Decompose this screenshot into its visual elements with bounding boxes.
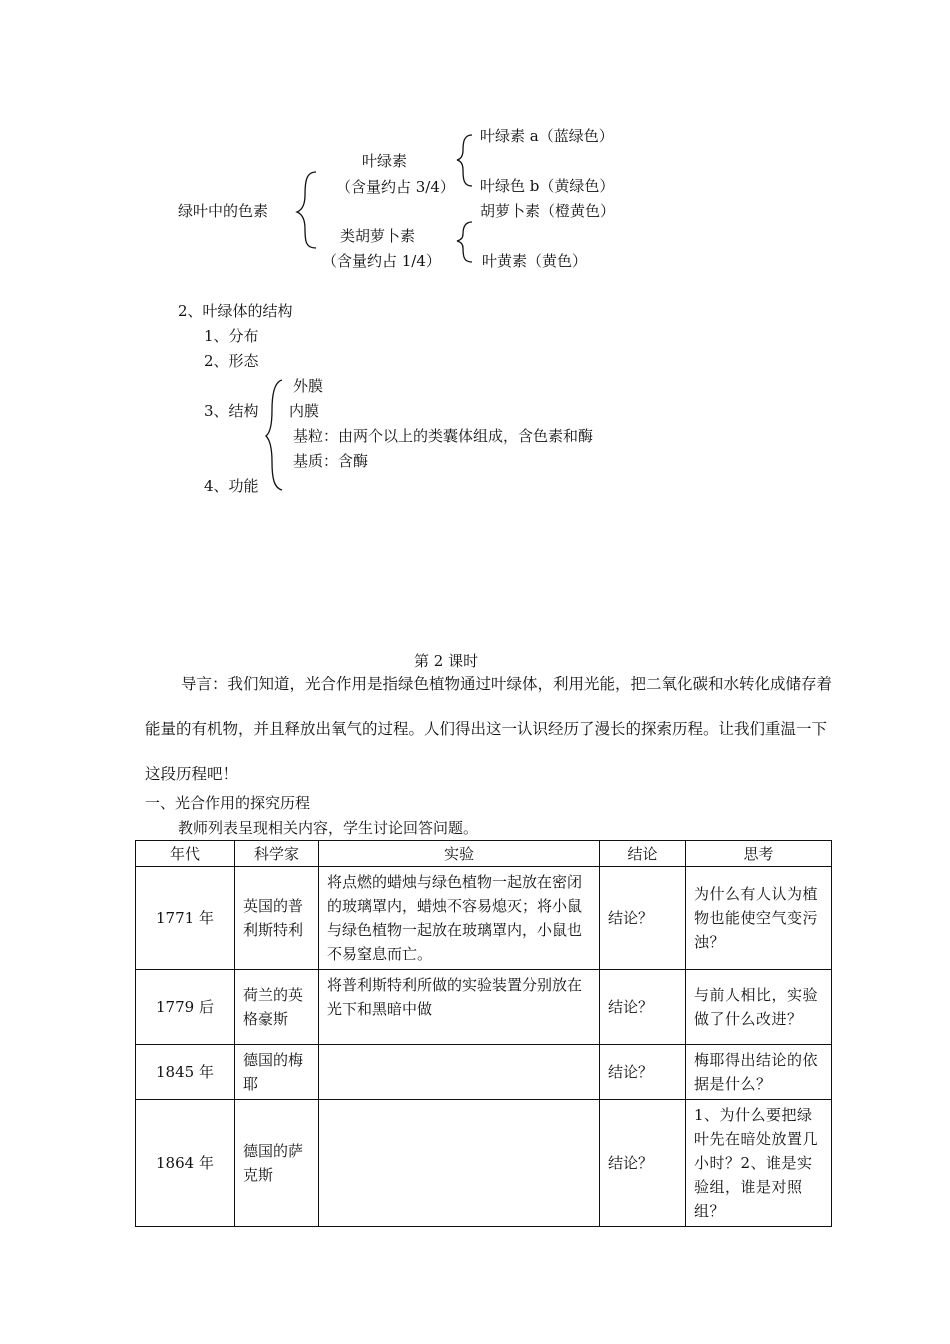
table-header-row (136, 841, 832, 867)
part-inner-membrane: 内膜 (289, 402, 320, 420)
year-cell: 1771 年 (136, 867, 235, 970)
scientist-cell: 德国的萨克斯 (235, 1100, 319, 1227)
structure-heading: 2、叶绿体的结构 (178, 302, 293, 320)
carotenoid-label: 类胡萝卜素 (340, 227, 416, 245)
year-cell: 1845 年 (136, 1045, 235, 1100)
chlorophyll-a: 叶绿素 a（蓝绿色） (480, 127, 614, 145)
structure-item-distribution: 1、分布 (204, 327, 259, 345)
structure-item-function: 4、功能 (204, 477, 259, 495)
header-scientist: 科学家 (235, 841, 319, 867)
scientist-cell: 英国的普利斯特利 (235, 867, 319, 970)
part-outer-membrane: 外膜 (293, 377, 324, 395)
header-experiment: 实验 (319, 841, 600, 867)
year-cell: 1779 后 (136, 970, 235, 1045)
chlorophyll-ratio: （含量约占 3/4） (336, 178, 455, 196)
conclusion-cell: 结论？ (600, 867, 686, 970)
conclusion-cell: 结论？ (600, 970, 686, 1045)
carotene-label: 胡萝卜素（橙黄色） (480, 202, 616, 220)
part-grana: 基粒：由两个以上的类囊体组成，含色素和酶 (293, 427, 594, 445)
conclusion-cell: 结论？ (600, 1100, 686, 1227)
structure-brace (0, 0, 950, 500)
section-heading: 一、光合作用的探究历程 (145, 794, 311, 812)
experiment-cell: 将点燃的蜡烛与绿色植物一起放在密闭的玻璃罩内，蜡烛不容易熄灭；将小鼠与绿色植物一起放在玻璃罩内，小鼠也不易窒息而亡。 (319, 867, 600, 970)
chlorophyll-b: 叶绿色 b（黄绿色） (480, 177, 615, 195)
lesson-title: 第 2 课时 (414, 652, 479, 670)
chlorophyll-label: 叶绿素 (362, 152, 408, 170)
table-row (136, 867, 832, 970)
table-row (136, 970, 832, 1045)
experiment-cell: 将普利斯特利所做的实验装置分别放在光下和黑暗中做 (319, 970, 600, 1045)
conclusion-cell: 结论？ (600, 1045, 686, 1100)
header-thinking: 思考 (686, 841, 832, 867)
header-year: 年代 (136, 841, 235, 867)
instruction-text: 教师列表呈现相关内容，学生讨论回答问题。 (178, 819, 479, 837)
intro-paragraph: 导言：我们知道，光合作用是指绿色植物通过叶绿体，利用光能，把二氧化碳和水转化成储存着能量的有机物，并且释放出氧气的过程。人们得出这一认识经历了漫长的探索历程。让我们重温一下这段历程吧！ (145, 675, 833, 783)
carotenoid-ratio: （含量约占 1/4） (322, 252, 441, 270)
thinking-cell: 为什么有人认为植物也能使空气变污浊？ (686, 867, 832, 970)
history-table (135, 840, 832, 1227)
year-cell: 1864 年 (136, 1100, 235, 1227)
xanthophyll-label: 叶黄素（黄色） (482, 252, 588, 270)
experiment-cell (319, 1045, 600, 1100)
thinking-cell: 梅耶得出结论的依据是什么？ (686, 1045, 832, 1100)
structure-item-shape: 2、形态 (204, 352, 259, 370)
thinking-cell: 1、为什么要把绿叶先在暗处放置几小时？2、谁是实验组，谁是对照组？ (686, 1100, 832, 1227)
pigment-root-label: 绿叶中的色素 (178, 202, 269, 220)
thinking-cell: 与前人相比，实验做了什么改进？ (686, 970, 832, 1045)
experiment-cell (319, 1100, 600, 1227)
structure-item-structure: 3、结构 (204, 402, 259, 420)
header-conclusion: 结论 (600, 841, 686, 867)
part-stroma: 基质：含酶 (293, 452, 369, 470)
scientist-cell: 荷兰的英格豪斯 (235, 970, 319, 1045)
table-row (136, 1045, 832, 1100)
table-row (136, 1100, 832, 1227)
scientist-cell: 德国的梅耶 (235, 1045, 319, 1100)
